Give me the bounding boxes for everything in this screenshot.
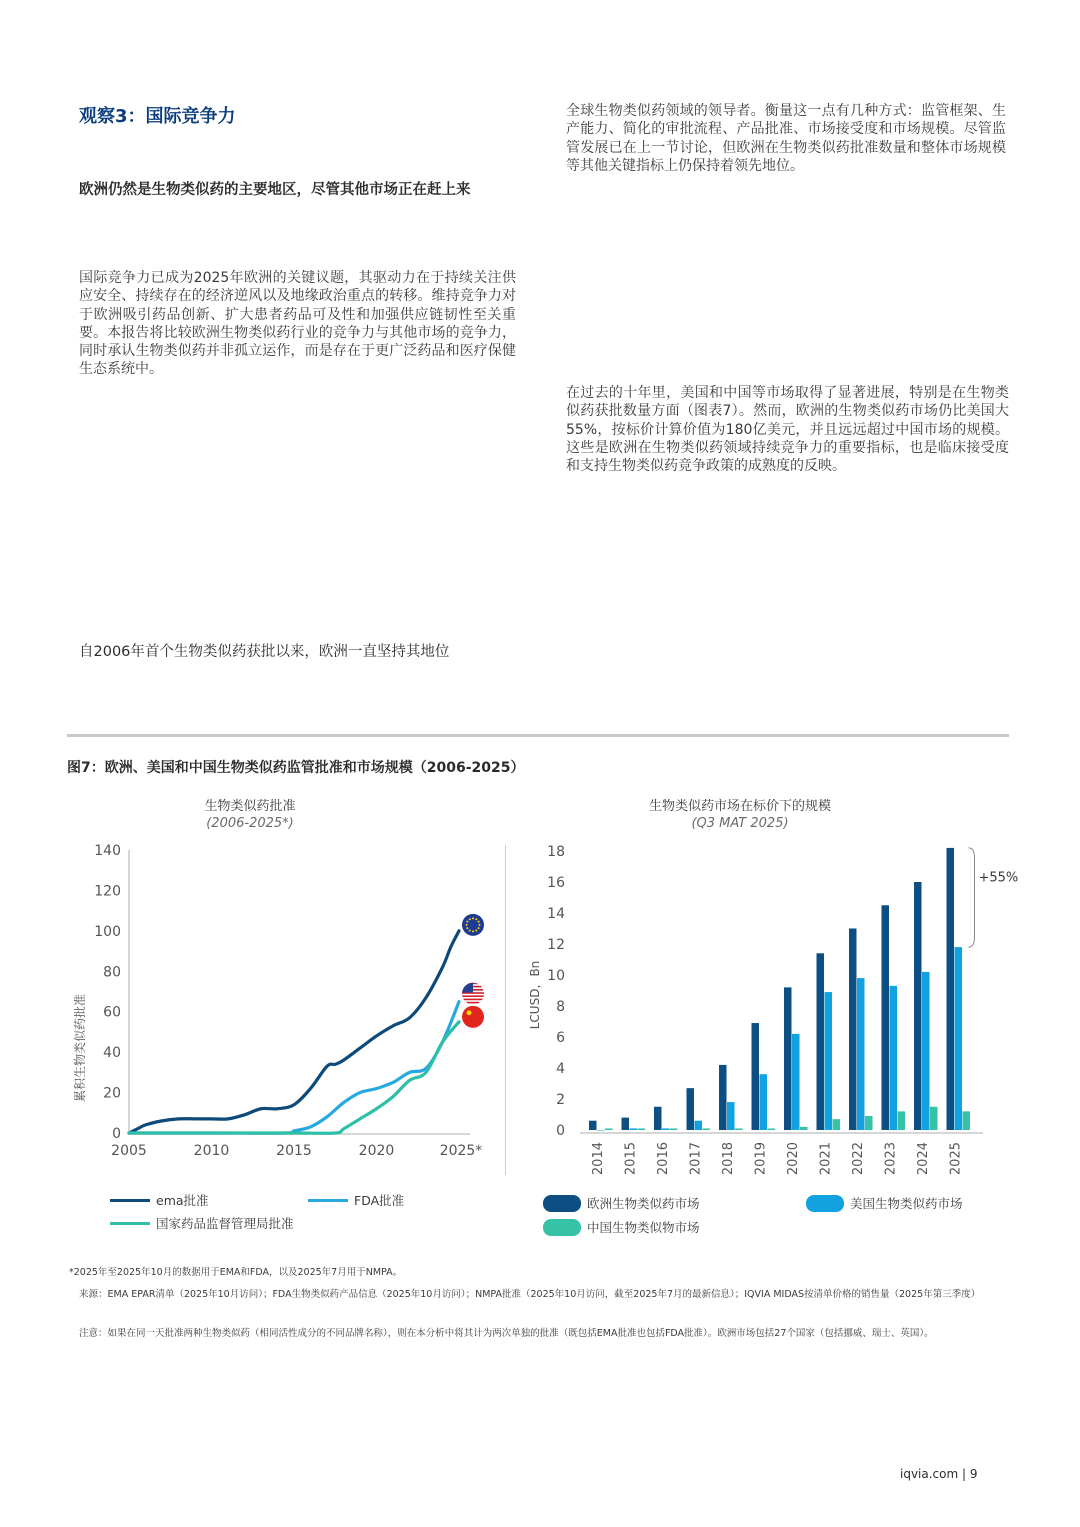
bar-x-tick-label: 2019 — [753, 1142, 769, 1176]
legend-cn-market — [543, 1218, 700, 1236]
bar-x-tick-label: 2024 — [916, 1142, 931, 1176]
eu-market-bar — [947, 848, 955, 1130]
fda-approvals-line — [129, 1002, 459, 1134]
eu-market-bar — [849, 929, 857, 1131]
nmpa-approvals-line — [129, 1022, 459, 1133]
bar-x-tick-label: 2022 — [851, 1142, 866, 1176]
charts-divider — [505, 845, 506, 1175]
bar-y-tick-label: 0 — [556, 1123, 565, 1139]
line-y-tick-label: 100 — [94, 923, 121, 940]
eu-flag-star — [479, 924, 481, 926]
intro-paragraph: 国际竞争力已成为2025年欧洲的关键议题，其驱动力在于持续关注供应安全、持续存在的经济逆风以及地缘政治重点的转移。维持竞争力对于欧洲吸引药品创新、扩大患者药品可及性和加强供应链韧性至关重要。本报告将比较欧洲生物类似药行业的竞争力与其他市场的竞争力，同时承认生物类似药并非孤立运作，而是存在于更广泛药品和医疗保健生态系统中。 — [79, 270, 516, 378]
eu-market-bar — [914, 882, 922, 1130]
right-chart-title: 生物类似药市场在标价下的规模 — [648, 799, 831, 814]
legend-us-market — [806, 1194, 963, 1212]
legend-ema-label: ema批准 — [156, 1193, 209, 1208]
legend-nmpa-label: 国家药品监督管理局批准 — [156, 1216, 294, 1231]
legend-nmpa-swatch — [110, 1222, 150, 1225]
bar-x-tick-label: 2025 — [948, 1142, 964, 1176]
eu-flag-icon — [462, 914, 484, 936]
cn-market-bar — [963, 1111, 971, 1130]
cn-market-bar — [833, 1119, 841, 1130]
legend-us-label: 美国生物类似药市场 — [850, 1196, 963, 1211]
growth-bracket — [969, 848, 975, 947]
bar-x-tick-label: 2020 — [786, 1142, 801, 1176]
bar-y-tick-label: 12 — [547, 937, 565, 953]
cn-market-bar — [638, 1128, 646, 1130]
china-flag-disc — [462, 1006, 484, 1028]
us-market-bar — [662, 1128, 670, 1130]
eu-flag-disc — [462, 914, 484, 936]
cn-market-bar — [735, 1128, 743, 1130]
line-y-tick-label: 60 — [103, 1004, 121, 1021]
legend-fda-label: FDA批准 — [354, 1193, 405, 1208]
bar-y-tick-label: 18 — [547, 844, 565, 860]
line-x-tick-label: 2020 — [358, 1143, 395, 1159]
legend-eu-market — [543, 1194, 700, 1212]
line-y-tick-label: 80 — [103, 964, 121, 981]
line-y-tick-label: 0 — [112, 1126, 121, 1142]
us-market-bar — [597, 1130, 605, 1131]
bar-x-tick-label: 2018 — [721, 1142, 736, 1176]
section-subheading: 欧洲仍然是生物类似药的主要地区，尽管其他市场正在赶上来 — [79, 182, 471, 198]
eu-flag-star — [478, 921, 480, 923]
bar-y-tick-label: 16 — [547, 875, 565, 891]
eu-market-bar — [719, 1065, 727, 1130]
bar-y-tick-label: 6 — [556, 1030, 565, 1046]
bar-x-tick-label: 2014 — [591, 1142, 606, 1176]
line-x-tick-label: 2010 — [193, 1143, 230, 1159]
eu-flag-star — [469, 918, 471, 920]
eu-market-bar — [654, 1107, 662, 1130]
us-market-bar — [922, 972, 930, 1130]
legend-us-swatch — [806, 1195, 844, 1212]
line-y-tick-label: 140 — [94, 843, 121, 859]
bar-x-tick-label: 2017 — [688, 1142, 704, 1176]
cn-market-bar — [898, 1111, 906, 1130]
eu-flag-star — [466, 924, 468, 926]
eu-market-bar — [784, 987, 792, 1130]
bar-y-tick-label: 10 — [547, 968, 565, 984]
cn-market-bar — [670, 1128, 678, 1130]
eu-flag-star — [472, 917, 474, 919]
legend-cn-label: 中国生物类似物市场 — [587, 1220, 700, 1235]
legend-fda — [308, 1191, 404, 1209]
line-y-tick-label: 120 — [94, 883, 121, 900]
us-flag-canton — [462, 983, 473, 993]
eu-flag-star — [478, 927, 480, 929]
eu-market-bar — [882, 905, 890, 1130]
bar-x-tick-label: 2023 — [883, 1142, 899, 1176]
bar-y-tick-label: 8 — [556, 999, 565, 1015]
left-chart-title: 生物类似药批准 — [204, 799, 296, 814]
legend-eu-swatch — [543, 1195, 581, 1212]
eu-market-bar — [752, 1023, 760, 1130]
footnote-date-range: *2025年至2025年10月的数据用于EMA和FDA，以及2025年7月用于NMPA。 — [69, 1267, 403, 1278]
us-market-bar — [792, 1034, 800, 1130]
line-x-tick-label: 2015 — [276, 1143, 312, 1159]
line-x-tick-label: 2025* — [439, 1143, 483, 1159]
bar-y-tick-label: 2 — [556, 1092, 565, 1108]
line-y-tick-label: 20 — [103, 1085, 121, 1102]
china-flag-icon — [462, 1006, 484, 1028]
footnote-sources: 来源：EMA EPAR清单（2025年10月访问）；FDA生物类似药产品信息（2025年10月访问）；NMPA批准（2025年10月访问，截至2025年7月的最新信息）；IQVIA MIDAS按清单价格的销售量（2025年第三季度） — [79, 1289, 981, 1300]
eu-flag-star — [466, 921, 468, 923]
legend-ema-swatch — [110, 1199, 150, 1202]
eu-flag-star — [475, 929, 477, 931]
cn-market-bar — [930, 1107, 938, 1130]
pull-quote: 自2006年首个生物类似药获批以来，欧洲一直坚持其地位 — [79, 644, 450, 660]
eu-market-bar — [622, 1118, 630, 1130]
us-market-bar — [727, 1102, 735, 1130]
cn-market-bar — [703, 1128, 711, 1130]
approvals-line-chart — [72, 843, 484, 1159]
right-paragraph-bottom: 在过去的十年里，美国和中国等市场取得了显著进展，特别是在生物类似药获批数量方面（图表7）。然而，欧洲的生物类似药市场仍比美国大55%，按标价计算价值为180亿美元，并且远远超过中国市场的规模。这些是欧洲在生物类似药领域持续竞争力的重要指标，也是临床接受度和支持生物类似药竞争政策的成熟度的反映。 — [566, 385, 1009, 475]
bar-x-tick-label: 2015 — [623, 1142, 639, 1176]
legend-eu-label: 欧洲生物类似药市场 — [587, 1196, 700, 1211]
cn-market-bar — [800, 1127, 808, 1130]
eu-market-bar — [817, 953, 825, 1130]
us-market-bar — [825, 992, 833, 1130]
eu-market-bar — [589, 1121, 597, 1130]
bar-y-tick-label: 14 — [547, 906, 565, 922]
us-market-bar — [695, 1121, 703, 1130]
cn-market-bar — [865, 1116, 873, 1130]
us-market-bar — [760, 1074, 768, 1130]
bar-x-tick-label: 2016 — [656, 1142, 671, 1176]
ema-approvals-line — [129, 931, 459, 1133]
right-paragraph-top: 全球生物类似药领域的领导者。衡量这一点有几种方式：监管框架、生产能力、简化的审批流程、产品批准、市场接受度和市场规模。尽管监管发展已在上一节讨论，但欧洲在生物类似药批准数量和整体市场规模等其他关键指标上仍保持着领先地位。 — [566, 103, 1006, 174]
legend-cn-swatch — [543, 1219, 581, 1236]
bar-y-axis-title: LCUSD，Bn — [528, 960, 542, 1030]
us-flag-body — [462, 983, 484, 1005]
us-flag-stripe — [462, 1002, 484, 1004]
bar-y-tick-label: 4 — [556, 1061, 565, 1077]
line-y-axis-title: 累积生物类似药批准 — [73, 993, 87, 1103]
section-heading: 观察3：国际竞争力 — [79, 106, 236, 127]
growth-annotation: +55% — [978, 870, 1019, 886]
cn-market-bar — [605, 1128, 613, 1130]
eu-flag-star — [466, 927, 468, 929]
page-footer: iqvia.com | 9 — [900, 1467, 978, 1481]
china-flag-star — [467, 1010, 472, 1015]
eu-flag-star — [469, 929, 471, 931]
us-market-bar — [890, 986, 898, 1130]
cn-market-bar — [768, 1128, 776, 1130]
left-chart-subtitle: (2006-2025*) — [206, 816, 294, 831]
us-market-bar — [630, 1128, 638, 1130]
figure-title: 图7：欧洲、美国和中国生物类似药监管批准和市场规模（2006-2025） — [67, 760, 525, 776]
eu-flag-star — [472, 930, 474, 932]
us-flag-icon — [462, 983, 484, 1005]
line-y-tick-label: 40 — [103, 1045, 121, 1062]
line-x-tick-label: 2005 — [111, 1143, 147, 1159]
bar-x-tick-label: 2021 — [818, 1142, 834, 1176]
legend-fda-swatch — [308, 1199, 348, 1202]
eu-flag-star — [475, 918, 477, 920]
legend-ema — [110, 1191, 209, 1209]
us-market-bar — [955, 947, 963, 1130]
legend-nmpa — [110, 1214, 294, 1232]
footnote-methodology: 注意：如果在同一天批准两种生物类似药（相同活性成分的不同品牌名称），则在本分析中将其计为两次单独的批准（既包括EMA批准也包括FDA批准）。欧洲市场包括27个国家（包括挪威、瑞士、英国）。 — [79, 1328, 934, 1339]
us-market-bar — [857, 978, 865, 1130]
us-flag-stripe — [462, 995, 484, 997]
us-flag-stripe — [462, 999, 484, 1001]
eu-market-bar — [687, 1088, 695, 1130]
right-chart-subtitle: (Q3 MAT 2025) — [691, 816, 789, 831]
market-size-bar-chart — [528, 844, 1018, 1175]
